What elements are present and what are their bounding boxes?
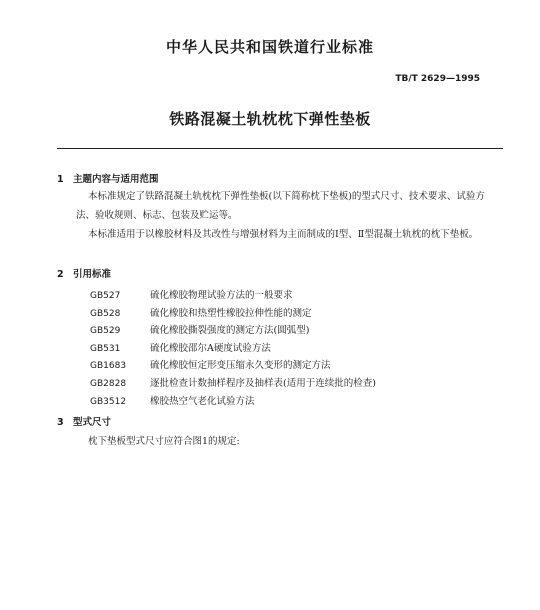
industry-standard-heading: 中华人民共和国铁道行业标准: [165, 38, 374, 56]
document-title: 铁路混凝土轨枕枕下弹性垫板: [169, 110, 371, 128]
section-3-title: 型式尺寸: [73, 417, 112, 428]
reference-name: 逐批检查计数抽样程序及抽样表(适用于连续批的检查): [150, 377, 376, 389]
reference-code: GB527: [90, 291, 121, 301]
section-2-number: 2: [57, 269, 64, 280]
reference-row: [90, 340, 376, 358]
reference-name: 硫化橡胶物理试验方法的一般要求: [150, 290, 293, 301]
reference-name: 硫化橡胶邵尔A硬度试验方法: [150, 342, 271, 354]
section-3-heading: [57, 414, 111, 428]
section-1-title: 主题内容与适用范围: [73, 174, 159, 185]
reference-code: GB531: [90, 343, 121, 354]
reference-row: [90, 357, 376, 375]
reference-row: [90, 305, 376, 323]
section-1-paragraph-2: 本标准适用于以橡胶材料及其改性与增强材料为主而制成的Ⅰ型、Ⅱ型混凝土轨枕的枕下垫板。: [88, 229, 479, 240]
title-divider: [57, 148, 503, 149]
section-1-heading: [57, 171, 159, 185]
reference-row: [90, 287, 376, 305]
reference-name: 硫化橡胶和热塑性橡胶拉伸性能的测定: [150, 307, 312, 319]
section-1-number: 1: [57, 174, 64, 185]
reference-code: GB3512: [90, 396, 127, 407]
reference-code: GB1683: [90, 361, 127, 372]
section-1-paragraph-1: 本标准规定了铁路混凝土轨枕枕下弹性垫板(以下简称枕下垫板)的型式尺寸、技术要求、试验方法、验收规则、标志、包装及贮运等。: [76, 191, 485, 221]
reference-row: [90, 393, 376, 411]
reference-code: GB529: [90, 326, 121, 337]
section-2-heading: [57, 266, 111, 280]
reference-name: 硫化橡胶撕裂强度的测定方法(圆弧型): [150, 325, 310, 337]
reference-row: [90, 322, 376, 340]
reference-name: 硫化橡胶恒定形变压缩永久变形的测定方法: [150, 360, 331, 372]
section-2-title: 引用标准: [73, 269, 112, 280]
section-3-number: 3: [57, 417, 64, 428]
reference-code: GB2828: [90, 378, 127, 389]
reference-code: GB528: [90, 308, 121, 319]
reference-row: [90, 375, 376, 393]
section-3-paragraph-1: 枕下垫板型式尺寸应符合图1的规定:: [88, 436, 240, 447]
reference-name: 橡胶热空气老化试验方法: [150, 395, 255, 407]
standard-number: TB/T 2629—1995: [395, 74, 480, 84]
reference-list: [90, 287, 376, 410]
